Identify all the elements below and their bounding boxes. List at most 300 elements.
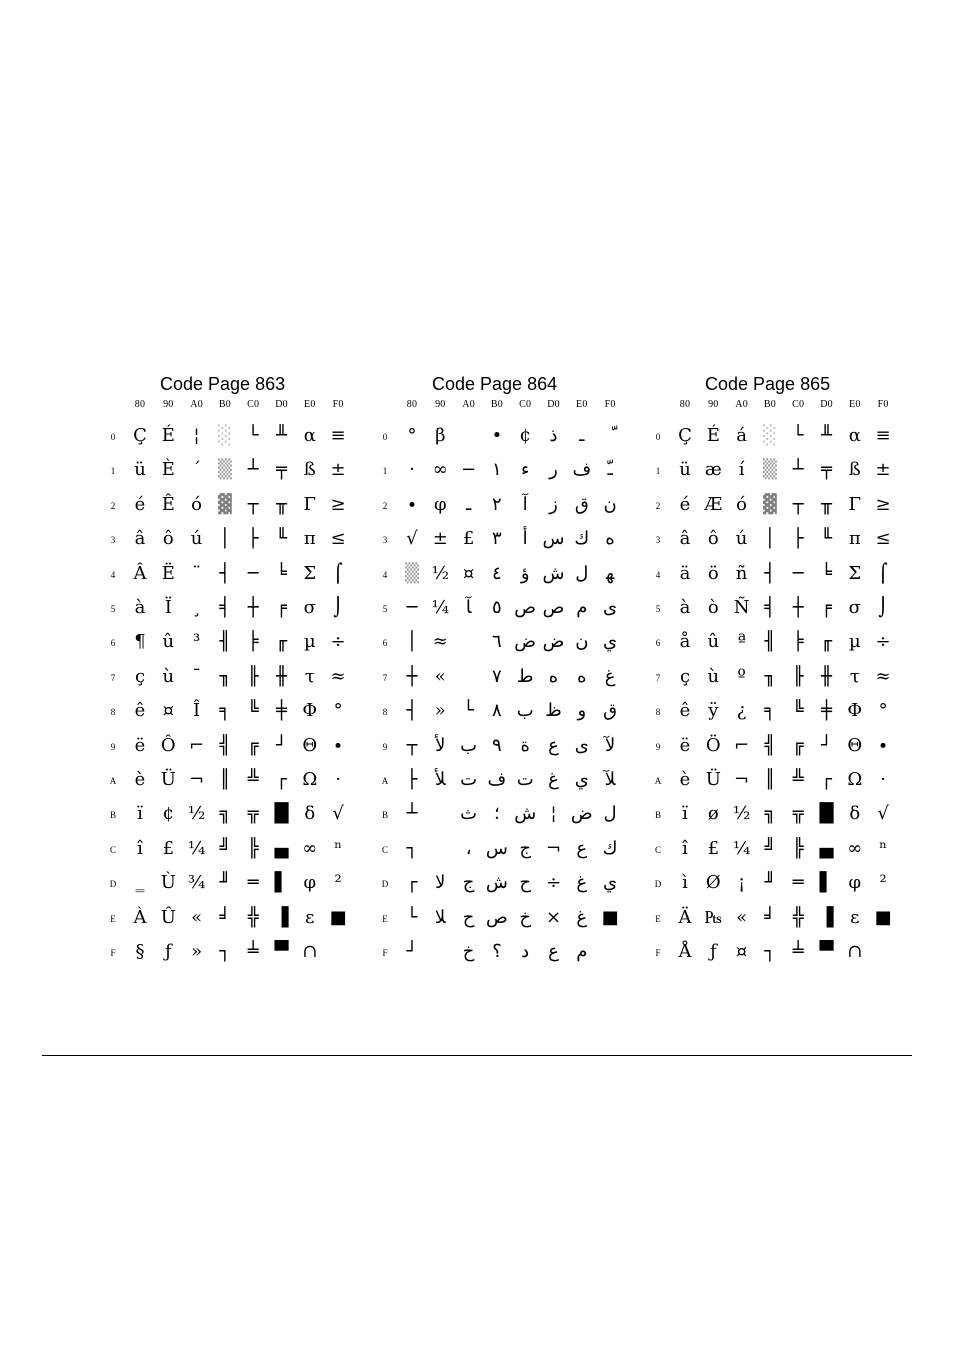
- glyph-cell: ε: [305, 906, 315, 928]
- glyph-cell: φ: [433, 493, 447, 515]
- glyph-cell: ٢: [492, 493, 502, 515]
- column-header: B0: [218, 399, 231, 410]
- glyph-cell: à: [134, 597, 146, 618]
- glyph-cell: ·: [409, 459, 415, 481]
- glyph-cell: ≈: [432, 631, 448, 653]
- glyph-cell: á: [736, 425, 747, 446]
- glyph-cell: ت: [460, 769, 478, 790]
- glyph-cell: û: [162, 631, 175, 653]
- glyph-cell: ┴: [406, 803, 418, 825]
- glyph-cell: Ä: [678, 906, 692, 928]
- column-header: B0: [490, 399, 503, 410]
- glyph-cell: «: [191, 906, 203, 928]
- glyph-cell: أ: [522, 528, 528, 550]
- glyph-cell: ╪: [276, 700, 287, 722]
- glyph-cell: ش: [514, 803, 537, 825]
- glyph-cell: ▐: [819, 906, 834, 928]
- glyph-cell: [426, 800, 454, 828]
- glyph-cell: ú: [735, 528, 748, 550]
- glyph-cell: │: [406, 631, 418, 653]
- glyph-cell: └: [406, 906, 418, 928]
- glyph-cell: [324, 938, 352, 966]
- glyph-cell: ├: [247, 528, 259, 550]
- glyph-cell: ┼: [247, 597, 259, 618]
- glyph-cell: τ: [849, 665, 860, 687]
- glyph-cell: ¯: [192, 665, 202, 687]
- glyph-cell: ص: [542, 597, 565, 618]
- glyph-cell: ─: [406, 597, 418, 618]
- glyph-cell: ¼: [732, 837, 751, 859]
- glyph-cell: Â: [133, 562, 147, 584]
- glyph-cell: ل: [575, 562, 589, 584]
- glyph-cell: ╞: [792, 631, 804, 653]
- glyph-cell: ╨: [821, 425, 832, 446]
- glyph-cell: π: [303, 528, 316, 550]
- glyph-cell: ´: [192, 459, 202, 481]
- glyph-cell: ╛: [764, 906, 776, 928]
- glyph-cell: Ñ: [733, 597, 750, 618]
- glyph-cell: ╕: [219, 700, 231, 722]
- row-header: 7: [110, 672, 116, 683]
- glyph-cell: ü: [679, 459, 691, 481]
- row-header: 9: [382, 741, 388, 752]
- glyph-cell: ╡: [764, 597, 776, 618]
- glyph-cell: ه: [548, 665, 559, 687]
- glyph-cell: ص: [486, 906, 508, 928]
- glyph-cell: [426, 938, 454, 966]
- glyph-cell: ╗: [764, 803, 776, 825]
- glyph-cell: ╩: [247, 769, 259, 790]
- glyph-cell: ß: [303, 459, 316, 481]
- glyph-cell: │: [219, 528, 231, 550]
- column-header: A0: [190, 399, 203, 410]
- glyph-cell: ¢: [162, 803, 175, 825]
- glyph-cell: ض: [570, 803, 593, 825]
- glyph-cell: ،: [465, 837, 472, 859]
- glyph-cell: ï: [137, 803, 143, 825]
- row-header: 6: [110, 638, 116, 649]
- column-header: A0: [735, 399, 748, 410]
- glyph-cell: É: [706, 425, 720, 446]
- glyph-cell: ƒ: [164, 941, 172, 962]
- glyph-cell: ╔: [792, 734, 804, 756]
- glyph-cell: ┌: [406, 872, 418, 894]
- glyph-cell: ·: [880, 769, 886, 790]
- glyph-cell: ┴: [247, 459, 259, 481]
- glyph-cell: ⁿ: [879, 837, 887, 859]
- glyph-cell: ٨: [492, 700, 502, 722]
- glyph-cell: د: [521, 941, 530, 962]
- glyph-cell: ∩: [302, 941, 318, 962]
- glyph-cell: ÷: [330, 631, 346, 653]
- row-header: 5: [110, 604, 116, 614]
- glyph-cell: ø: [707, 803, 719, 825]
- glyph-cell: [455, 628, 483, 656]
- glyph-cell: ى: [574, 734, 589, 756]
- glyph-cell: ¤: [462, 562, 475, 584]
- glyph-cell: ■: [874, 906, 892, 928]
- code-page-864-table: [378, 374, 638, 984]
- glyph-cell: −: [461, 459, 477, 481]
- glyph-cell: Å: [678, 941, 692, 962]
- glyph-cell: ╖: [219, 665, 231, 687]
- glyph-cell: ∞: [432, 459, 448, 481]
- code-page-863-table: [106, 374, 366, 984]
- glyph-cell: ƒ: [709, 941, 717, 962]
- glyph-cell: ؟: [492, 941, 502, 962]
- column-header: E0: [849, 399, 861, 410]
- glyph-cell: ن: [575, 631, 589, 653]
- glyph-cell: Φ: [847, 700, 863, 722]
- glyph-cell: ﻵ: [604, 734, 616, 756]
- glyph-cell: ∙: [878, 734, 888, 756]
- row-header: 1: [655, 466, 661, 477]
- column-header: 90: [708, 399, 719, 410]
- row-header: E: [382, 913, 388, 924]
- row-header: C: [654, 844, 661, 855]
- glyph-cell: ∩: [847, 941, 863, 962]
- glyph-cell: ؤ: [520, 562, 530, 584]
- glyph-cell: ┴: [792, 459, 804, 481]
- glyph-cell: ┤: [764, 562, 776, 584]
- glyph-cell: Ü: [705, 769, 721, 790]
- glyph-cell: Ω: [847, 769, 863, 790]
- glyph-cell: ┘: [406, 941, 418, 962]
- column-header: F0: [877, 399, 889, 410]
- glyph-cell: ô: [162, 528, 174, 550]
- glyph-cell: ¸: [192, 597, 202, 618]
- row-header: 8: [655, 707, 661, 718]
- glyph-cell: ╙: [276, 528, 287, 550]
- glyph-cell: ⌡: [333, 597, 343, 618]
- glyph-cell: Ç: [678, 425, 692, 446]
- glyph-cell: ░: [762, 425, 777, 446]
- glyph-cell: î: [682, 837, 688, 859]
- glyph-cell: ث: [460, 803, 478, 825]
- glyph-cell: ـ: [465, 493, 472, 515]
- glyph-cell: ﻶ: [604, 769, 616, 790]
- column-header: E0: [304, 399, 316, 410]
- glyph-cell: ≈: [875, 665, 891, 687]
- row-header: 6: [655, 638, 661, 649]
- glyph-cell: ┤: [406, 700, 418, 722]
- row-header: 9: [110, 741, 116, 752]
- glyph-cell: ك: [574, 528, 590, 550]
- glyph-cell: ─: [247, 562, 259, 584]
- glyph-cell: ╛: [219, 906, 231, 928]
- glyph-cell: ┼: [792, 597, 804, 618]
- glyph-cell: ╣: [219, 734, 231, 756]
- glyph-cell: ╒: [821, 597, 832, 618]
- glyph-cell: ╠: [792, 837, 804, 859]
- glyph-cell: ع: [548, 734, 559, 756]
- column-header: F0: [332, 399, 344, 410]
- glyph-cell: │: [764, 528, 776, 550]
- glyph-cell: ╜: [219, 872, 231, 894]
- glyph-cell: ن: [603, 493, 617, 515]
- glyph-cell: ع: [576, 837, 588, 859]
- glyph-cell: δ: [304, 803, 316, 825]
- column-header: 80: [406, 399, 418, 410]
- glyph-cell: ه: [577, 665, 587, 687]
- glyph-cell: ﻬ: [605, 562, 615, 584]
- row-header: 4: [382, 569, 388, 580]
- row-header: 3: [382, 535, 388, 546]
- glyph-cell: ╠: [247, 837, 259, 859]
- row-header: 9: [655, 741, 661, 752]
- row-header: D: [381, 879, 389, 890]
- glyph-cell: ô: [707, 528, 719, 550]
- glyph-cell: è: [134, 769, 146, 790]
- glyph-cell: ح: [462, 906, 475, 928]
- glyph-cell: ╗: [219, 803, 231, 825]
- glyph-cell: Θ: [847, 734, 863, 756]
- glyph-cell: °: [333, 700, 343, 722]
- glyph-cell: Γ: [303, 493, 317, 515]
- row-header: 5: [382, 604, 388, 614]
- glyph-cell: ╘: [821, 562, 832, 584]
- glyph-cell: £: [162, 837, 175, 859]
- glyph-cell: ش: [485, 872, 508, 894]
- glyph-cell: ∞: [847, 837, 863, 859]
- glyph-cell: ┼: [406, 665, 418, 687]
- glyph-cell: ─: [792, 562, 804, 584]
- glyph-cell: ò: [707, 597, 719, 618]
- glyph-cell: ±: [875, 459, 891, 481]
- glyph-cell: ▒: [405, 562, 419, 584]
- glyph-cell: خ: [462, 941, 475, 962]
- glyph-cell: ء: [520, 459, 530, 481]
- row-header: B: [654, 810, 661, 821]
- glyph-cell: ¼: [187, 837, 206, 859]
- glyph-cell: ٤: [492, 562, 502, 584]
- glyph-cell: σ: [303, 597, 316, 618]
- glyph-cell: ╕: [764, 700, 776, 722]
- row-header: 8: [382, 707, 388, 718]
- row-header: 8: [110, 707, 116, 718]
- glyph-cell: ┌: [276, 769, 287, 790]
- glyph-cell: à: [679, 597, 691, 618]
- row-header: E: [655, 913, 661, 924]
- glyph-cell: α: [848, 425, 861, 446]
- glyph-cell: ç: [134, 665, 146, 687]
- row-header: D: [109, 879, 117, 890]
- glyph-cell: ق: [603, 700, 618, 722]
- glyph-cell: ┐: [764, 941, 776, 962]
- glyph-cell: À: [133, 906, 147, 928]
- row-header: A: [381, 776, 389, 786]
- glyph-cell: ³: [192, 631, 201, 653]
- glyph-cell: ‗: [135, 872, 145, 894]
- glyph-cell: ي: [574, 769, 589, 790]
- glyph-cell: ق: [574, 493, 589, 515]
- glyph-cell: ¬: [189, 769, 205, 790]
- glyph-cell: ù: [707, 665, 720, 687]
- glyph-cell: ó: [736, 493, 748, 515]
- glyph-cell: Ω: [302, 769, 318, 790]
- glyph-cell: ╧: [792, 941, 804, 962]
- glyph-cell: ≡: [875, 425, 891, 446]
- row-header: 2: [655, 500, 661, 511]
- glyph-cell: ╟: [792, 665, 804, 687]
- glyph-cell: ╧: [247, 941, 259, 962]
- glyph-cell: ═: [792, 872, 804, 894]
- column-header: D0: [275, 399, 288, 410]
- glyph-cell: ½: [187, 803, 206, 825]
- glyph-cell: ¦: [193, 425, 200, 446]
- glyph-cell: ر: [549, 459, 558, 481]
- glyph-cell: δ: [849, 803, 861, 825]
- glyph-cell: ê: [679, 700, 691, 722]
- glyph-cell: β: [435, 425, 446, 446]
- glyph-cell: ┬: [406, 734, 418, 756]
- glyph-cell: ﹽ: [607, 459, 613, 481]
- glyph-cell: ـ: [579, 425, 585, 446]
- glyph-cell: ┬: [247, 493, 259, 515]
- glyph-cell: ╔: [247, 734, 259, 756]
- glyph-cell: ٧: [492, 665, 502, 687]
- glyph-cell: ├: [792, 528, 804, 550]
- glyph-cell: ت: [516, 769, 534, 790]
- glyph-cell: °: [878, 700, 888, 722]
- glyph-cell: Φ: [302, 700, 318, 722]
- row-header: A: [654, 776, 662, 786]
- row-header: A: [109, 776, 117, 786]
- glyph-cell: غ: [548, 769, 559, 790]
- glyph-cell: ⌐: [189, 734, 205, 756]
- glyph-cell: ≤: [875, 528, 891, 550]
- glyph-cell: ╤: [276, 459, 287, 481]
- glyph-cell: ╬: [247, 906, 259, 928]
- glyph-cell: å: [679, 631, 691, 653]
- glyph-cell: ┐: [219, 941, 231, 962]
- glyph-cell: æ: [704, 459, 722, 481]
- glyph-cell: ≥: [875, 493, 891, 515]
- glyph-cell: ╜: [764, 872, 776, 894]
- glyph-cell: ÷: [875, 631, 891, 653]
- glyph-cell: ┌: [821, 769, 832, 790]
- glyph-cell: ╫: [276, 665, 287, 687]
- glyph-cell: ظ: [545, 700, 562, 722]
- glyph-cell: ÿ: [708, 700, 719, 722]
- glyph-cell: ¡: [737, 872, 746, 894]
- glyph-cell: ٣: [492, 528, 502, 550]
- glyph-cell: È: [161, 459, 175, 481]
- glyph-cell: Ü: [160, 769, 176, 790]
- glyph-cell: ë: [679, 734, 691, 756]
- row-header: F: [655, 948, 661, 958]
- glyph-cell: ▌: [819, 872, 834, 894]
- row-header: 2: [382, 500, 388, 511]
- glyph-cell: ▀: [819, 941, 834, 962]
- glyph-cell: ╢: [764, 631, 776, 653]
- glyph-cell: è: [679, 769, 691, 790]
- glyph-cell: ┬: [792, 493, 804, 515]
- glyph-cell: ¶: [134, 631, 146, 653]
- glyph-cell: └: [247, 425, 259, 446]
- row-header: B: [381, 810, 388, 821]
- column-header: C0: [519, 399, 532, 410]
- glyph-cell: ٥: [492, 597, 502, 618]
- row-header: 3: [110, 535, 116, 546]
- glyph-cell: ﻼ: [434, 906, 446, 928]
- glyph-cell: ص: [514, 597, 537, 618]
- row-header: 2: [110, 500, 116, 511]
- glyph-cell: ╓: [821, 631, 832, 653]
- glyph-cell: ╡: [219, 597, 231, 618]
- glyph-cell: Ø: [705, 872, 721, 894]
- glyph-cell: Î: [193, 700, 201, 722]
- column-header: D0: [547, 399, 560, 410]
- glyph-cell: ╞: [247, 631, 259, 653]
- glyph-cell: Ù: [160, 872, 176, 894]
- glyph-cell: √: [877, 803, 889, 825]
- glyph-cell: س: [542, 528, 565, 550]
- glyph-cell: Ê: [161, 493, 175, 515]
- glyph-cell: ع: [548, 941, 559, 962]
- glyph-cell: ≡: [330, 425, 346, 446]
- glyph-cell: [426, 835, 454, 863]
- glyph-cell: π: [848, 528, 861, 550]
- glyph-cell: √: [332, 803, 344, 825]
- glyph-cell: §: [135, 941, 145, 962]
- row-header: 1: [110, 466, 116, 477]
- glyph-cell: ٩: [492, 734, 502, 756]
- glyph-cell: ë: [134, 734, 146, 756]
- glyph-cell: ═: [247, 872, 259, 894]
- glyph-cell: ▒: [762, 459, 777, 481]
- column-header: 80: [134, 399, 146, 410]
- code-page-title: Code Page 865: [705, 374, 831, 394]
- glyph-cell: ¿: [736, 700, 747, 722]
- glyph-cell: ⌠: [333, 562, 343, 584]
- glyph-cell: ▓: [217, 493, 232, 515]
- glyph-cell: ▌: [274, 872, 289, 894]
- code-page-865-table: [651, 374, 911, 984]
- glyph-cell: î: [137, 837, 143, 859]
- glyph-cell: ■: [601, 906, 619, 928]
- row-header: 4: [655, 569, 661, 580]
- glyph-cell: φ: [303, 872, 317, 894]
- glyph-cell: σ: [848, 597, 861, 618]
- glyph-cell: â: [134, 528, 146, 550]
- glyph-cell: ÷: [545, 872, 562, 894]
- glyph-cell: é: [134, 493, 146, 515]
- glyph-cell: ب: [516, 700, 534, 722]
- glyph-cell: °: [407, 425, 417, 446]
- glyph-cell: ä: [679, 562, 691, 584]
- glyph-cell: «: [434, 665, 446, 687]
- glyph-cell: ﻷ: [435, 734, 446, 756]
- glyph-cell: Θ: [302, 734, 318, 756]
- glyph-cell: ╒: [276, 597, 287, 618]
- glyph-cell: ª: [737, 631, 746, 653]
- glyph-cell: ┐: [406, 837, 418, 859]
- glyph-cell: «: [736, 906, 748, 928]
- glyph-cell: ف: [487, 769, 507, 790]
- glyph-cell: ج: [462, 872, 475, 894]
- glyph-cell: ل: [603, 803, 617, 825]
- glyph-cell: ╫: [821, 665, 832, 687]
- column-header: C0: [247, 399, 260, 410]
- glyph-cell: ¨: [192, 562, 202, 584]
- glyph-cell: û: [707, 631, 720, 653]
- glyph-cell: ١: [492, 459, 502, 481]
- glyph-cell: ¤: [162, 700, 175, 722]
- glyph-cell: ف: [572, 459, 592, 481]
- glyph-cell: ب: [460, 734, 478, 756]
- glyph-cell: ü: [134, 459, 146, 481]
